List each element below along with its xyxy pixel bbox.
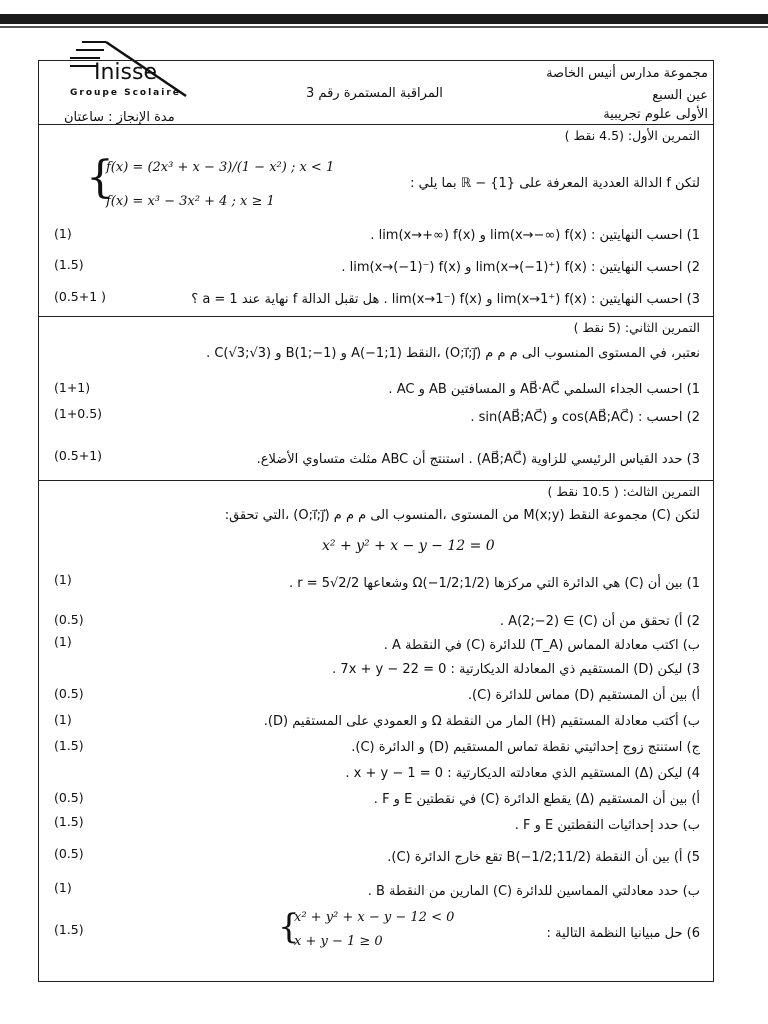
ex1-brace: {	[86, 152, 114, 203]
ex1-def-line2: f(x) = x³ − 3x² + 4 ; x ≥ 1	[106, 194, 275, 209]
ex3-q3c-points: (1.5)	[54, 738, 84, 753]
school-group: مجموعة مدارس أنيس الخاصة	[546, 66, 708, 81]
ex3-q6-points: (1.5)	[54, 922, 84, 937]
duration: مدة الإنجاز : ساعتان	[64, 110, 175, 125]
ex3-q2a-points: (0.5)	[54, 612, 84, 627]
ex1-q3: 3) احسب النهايتين : lim(x→1⁺) f(x) و lim(x→1⁻) f(x) . هل تقبل الدالة f نهاية عند a = 1 ؟	[191, 292, 700, 307]
ex3-q3: 3) ليكن (D) المستقيم ذي المعادلة الديكارتية : 7x + y − 22 = 0 .	[332, 662, 700, 677]
ex3-q5b-points: (1)	[54, 880, 72, 895]
ex2-q1-points: (1+1)	[54, 380, 91, 395]
logo-subtitle: Groupe Scolaire	[70, 88, 181, 98]
ex2-q1: 1) احسب الجداء السلمي AB⃗·AC⃗ و المسافتين AB و AC .	[388, 382, 700, 397]
ex3-q3a: أ) بين أن المستقيم (D) مماس للدائرة (C).	[467, 688, 700, 703]
ex3-q3b-points: (1)	[54, 712, 72, 727]
ex3-q2a: 2) أ) تحقق من أن A(2;−2) ∈ (C) .	[499, 614, 700, 629]
ex3-q6: 6) حل مبيانيا النظمة التالية :	[546, 926, 700, 941]
ex3-q5a-points: (0.5)	[54, 846, 84, 861]
ex3-q6-system	[278, 906, 478, 954]
top-bar-line	[0, 26, 768, 28]
top-bar	[0, 14, 768, 24]
city: عين السبع	[652, 88, 708, 103]
ex1-definition	[86, 148, 346, 218]
ex3-equation: x² + y² + x − y − 12 = 0	[322, 538, 495, 554]
ex3-title: التمرين الثالث: ( 10.5 نقط )	[547, 484, 700, 499]
ex1-q3-points: (0.5+1 )	[54, 289, 107, 304]
ex2-q3-points: (0.5+1)	[54, 448, 103, 463]
ex2-q2: 2) احسب : cos(AB⃗;AC⃗) و sin(AB⃗;AC⃗) .	[470, 410, 700, 425]
ex1-divider	[38, 316, 714, 317]
ex1-title: التمرين الأول: (4.5 نقط )	[564, 128, 700, 143]
ex1-q2: 2) احسب النهايتين : lim(x→(−1)⁺) f(x) و lim(x→(−1)⁻) f(x) .	[341, 260, 700, 275]
ex3-q6-sys-line2: x + y − 1 ≥ 0	[294, 934, 383, 949]
ex3-q4b-points: (1.5)	[54, 814, 84, 829]
ex3-q5a: 5) أ) بين أن النقطة B(−1/2;11/2) تقع خارج الدائرة (C).	[387, 850, 700, 865]
ex3-q4b: ب) حدد إحداثيات النقطتين E و F .	[514, 818, 700, 833]
ex3-q3b: ب) أكتب معادلة المستقيم (H) المار من النقطة Ω و العمودي على المستقيم (D).	[263, 714, 700, 729]
ex3-q5b: ب) حدد معادلتي المماسين للدائرة (C) المارين من النقطة B .	[367, 884, 700, 899]
ex3-q2b-points: (1)	[54, 634, 72, 649]
ex2-title: التمرين الثاني: (5 نقط )	[573, 320, 700, 335]
header-divider	[38, 124, 714, 125]
ex3-q1: 1) بين أن (C) هي الدائرة التي مركزها Ω(−1/2;1/2) وشعاعها r = 5√2/2 .	[288, 576, 700, 591]
ex3-q6-brace: {	[278, 907, 300, 947]
level: الأولى علوم تجريبية	[603, 107, 708, 122]
ex1-intro: لتكن f الدالة العددية المعرفة على ℝ − {1} بما يلي :	[410, 176, 700, 191]
ex1-q1-points: (1)	[54, 226, 72, 241]
ex3-intro: لتكن (C) مجموعة النقط M(x;y) من المستوى ،المنسوب الى م م م (O;i⃗;j⃗) ،التي تحقق:	[224, 508, 700, 523]
ex2-divider	[38, 480, 714, 481]
ex2-q3: 3) حدد القياس الرئيسي للزاوية (AB⃗;AC⃗) . استنتج أن ABC مثلث متساوي الأضلاع.	[256, 452, 700, 467]
ex3-q3c: ج) استنتج زوج إحداثيتي نقطة تماس المستقيم (D) و الدائرة (C).	[351, 740, 700, 755]
ex3-q4a: أ) بين أن المستقيم (Δ) يقطع الدائرة (C) في نقطتين E و F .	[373, 792, 700, 807]
ex2-intro: نعتبر، في المستوى المنسوب الى م م م (O;i⃗;j⃗) ،النقط A(−1;1) و B(1;−1) و C(√3;√3) .	[206, 346, 700, 361]
ex1-q2-points: (1.5)	[54, 257, 84, 272]
ex2-q2-points: (1+0.5)	[54, 406, 103, 421]
ex3-q4: 4) ليكن (Δ) المستقيم الذي معادلته الديكارتية : x + y − 1 = 0 .	[345, 766, 700, 781]
ex3-q6-sys-line1: x² + y² + x − y − 12 < 0	[294, 910, 455, 925]
ex1-q1: 1) احسب النهايتين : lim(x→−∞) f(x) و lim(x→+∞) f(x) .	[370, 228, 700, 243]
ex3-q3a-points: (0.5)	[54, 686, 84, 701]
ex3-q1-points: (1)	[54, 572, 72, 587]
ex3-q2b: ب) اكتب معادلة المماس (T_A) للدائرة (C) في النقطة A .	[383, 638, 700, 653]
ex3-q4a-points: (0.5)	[54, 790, 84, 805]
logo-word: Inisse	[94, 60, 158, 85]
exam-title: المراقبة المستمرة رقم 3	[306, 86, 443, 101]
ex1-def-line1: f(x) = (2x³ + x − 3)/(1 − x²) ; x < 1	[106, 160, 335, 175]
